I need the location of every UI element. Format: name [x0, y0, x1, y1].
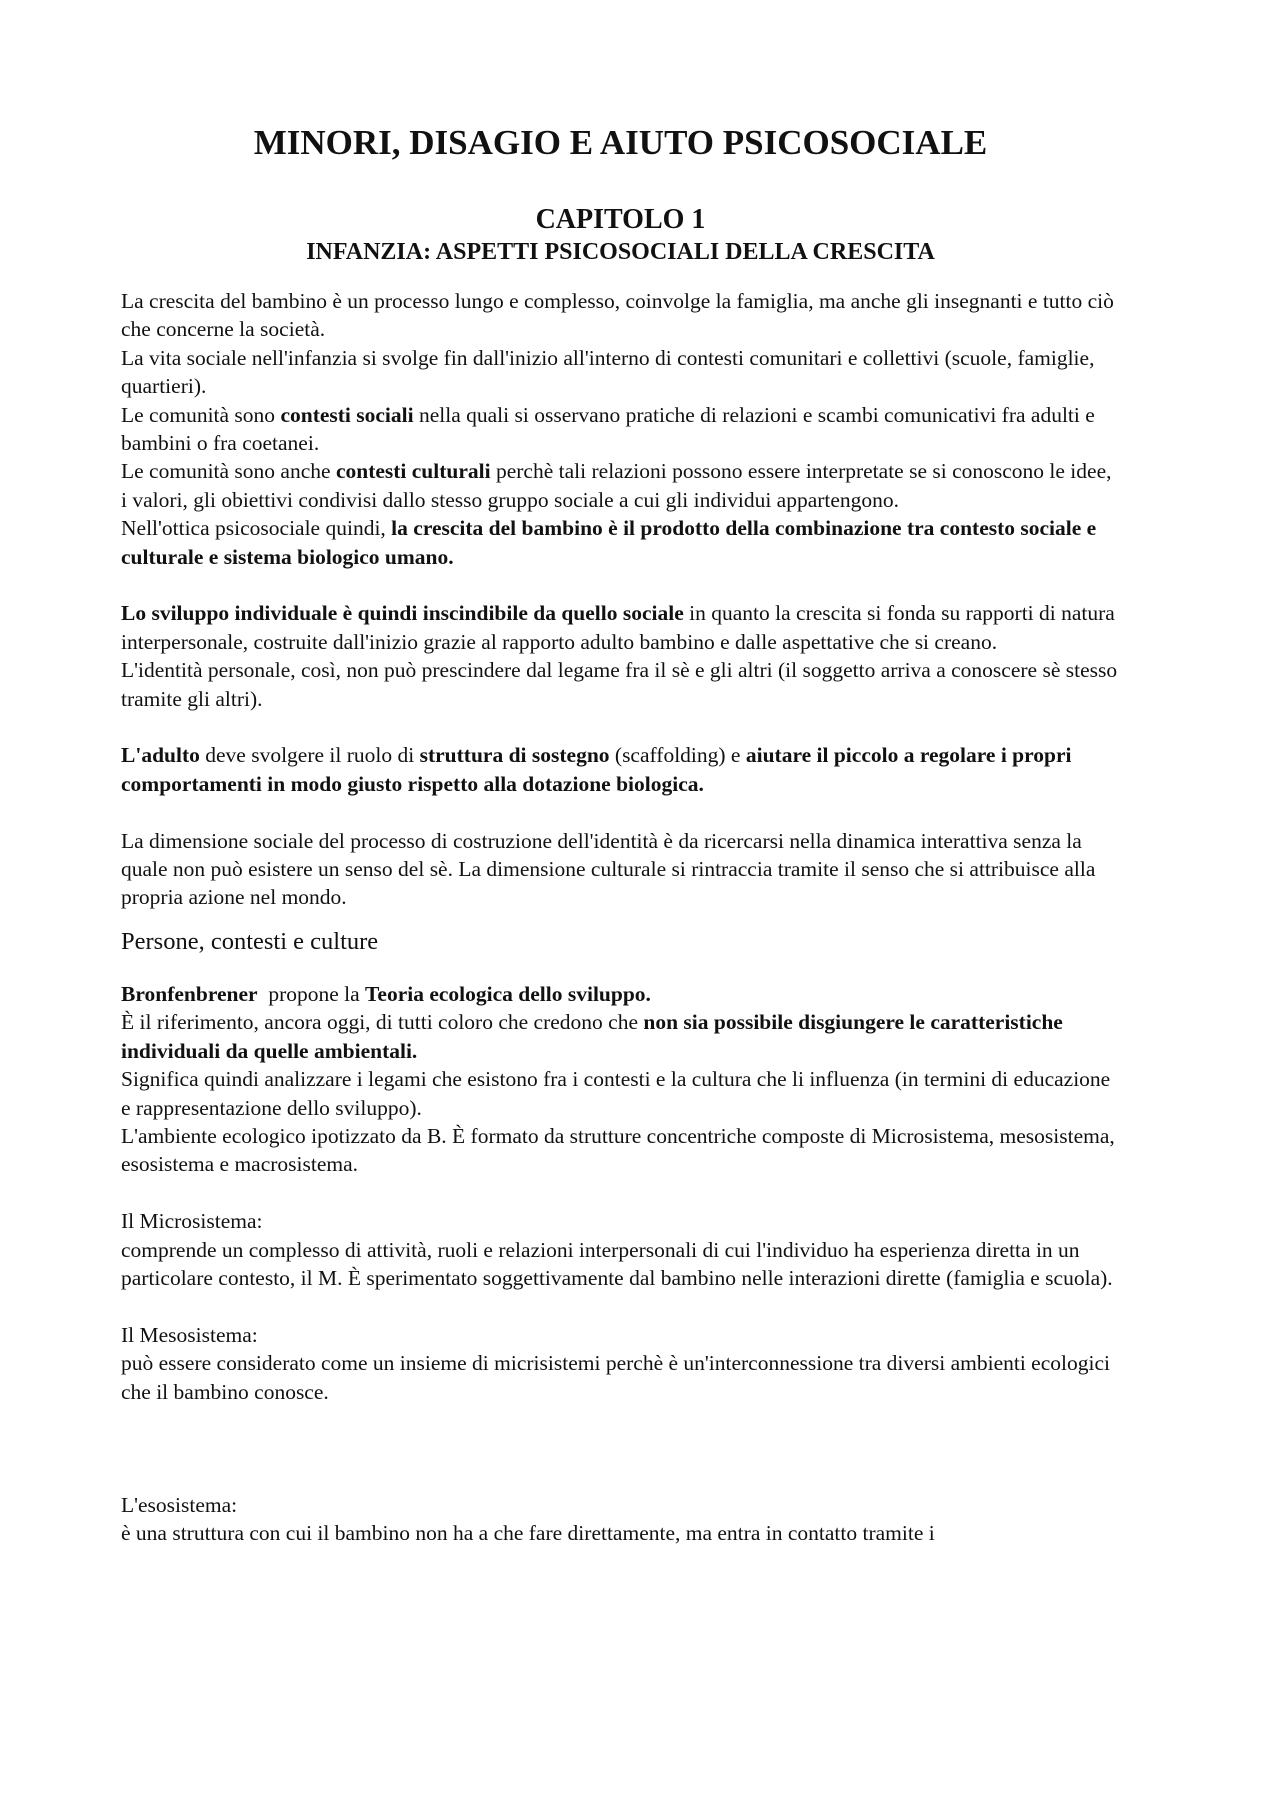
text-run: Nell'ottica psicosociale quindi, [121, 516, 392, 541]
spacer [121, 571, 1120, 599]
bold-term: struttura di sostegno [419, 743, 610, 768]
text-run: deve svolgere il ruolo di [199, 743, 420, 768]
paragraph [121, 741, 1120, 798]
text-run: È il riferimento, ancora oggi, di tutti coloro che credono che [121, 1010, 644, 1035]
spacer [121, 798, 1120, 826]
theory-name: Teoria ecologica dello sviluppo. [365, 981, 651, 1006]
bold-statement: la crescita del bambino è il prodotto della combinazione tra contesto sociale e culturale e sistema biologico umano. [121, 516, 1097, 569]
chapter-subtitle: INFANZIA: ASPETTI PSICOSOCIALI DELLA CRESCITA [306, 239, 935, 265]
author-name: Bronfenbrener [121, 981, 258, 1006]
text-run: in quanto la crescita si fonda su rapporti di natura interpersonale, costruite dall'inizio grazie al rapporto adulto bambino e dalle aspettative che si creano. [121, 601, 1115, 654]
paragraph: può essere considerato come un insieme di micrisistemi perchè è un'interconnessione tra diversi ambienti ecologici che il bambino conosce. [121, 1351, 1110, 1404]
subheading-esosistema: L'esosistema: [121, 1492, 238, 1517]
document-body [121, 287, 1120, 1548]
paragraph: è una struttura con cui il bambino non ha a che fare direttamente, ma entra in contatto tramite i [121, 1521, 935, 1546]
paragraph [121, 457, 1120, 514]
spacer [121, 1179, 1120, 1207]
paragraph: La dimensione sociale del processo di costruzione dell'identità è da ricercarsi nella dinamica interattiva senza la quale non può esistere un senso del sè. La dimensione culturale si rintraccia tramite il senso che si attribuisce alla propria azione nel mondo. [121, 828, 1096, 910]
paragraph: Significa quindi analizzare i legami che esistono fra i contesti e la cultura che li influenza (in termini di educazione e rappresentazione dello sviluppo). [121, 1067, 1111, 1120]
paragraph [121, 980, 1120, 1008]
bold-statement: Lo sviluppo individuale è quindi inscindibile da quello sociale [121, 601, 684, 626]
paragraph: La crescita del bambino è un processo lungo e complesso, coinvolge la famiglia, ma anche gli insegnanti e tutto ciò che concerne la società. [121, 289, 1114, 342]
bold-statement: aiutare il piccolo a regolare i propri comportamenti in modo giusto rispetto alla dotazione biologica. [121, 743, 1072, 796]
bold-statement: non sia possibile disgiungere le caratteristiche individuali da quelle ambientali. [121, 1010, 1063, 1063]
section-heading: Persone, contesti e culture [121, 927, 379, 955]
spacer [121, 1406, 1120, 1491]
paragraph [121, 599, 1120, 656]
bold-term: contesti culturali [335, 459, 491, 484]
subheading-microsistema: Il Microsistema: [121, 1209, 263, 1234]
paragraph: L'identità personale, così, non può prescindere dal legame fra il sè e gli altri (il soggetto arriva a conoscere sè stesso tramite gli altri). [121, 658, 1118, 711]
subheading-mesosistema: Il Mesosistema: [121, 1322, 258, 1347]
text-run: nella quali si osservano pratiche di relazioni e scambi comunicativi fra adulti e bambini o fra coetanei. [121, 402, 1095, 456]
text-run: propone la [257, 981, 366, 1006]
paragraph: L'ambiente ecologico ipotizzato da B. È formato da strutture concentriche composte di Microsistema, mesosistema, esosistema e macrosistema. [121, 1123, 1115, 1177]
chapter-heading: CAPITOLO 1 [535, 204, 706, 235]
paragraph [121, 1008, 1120, 1065]
text-run: perchè tali relazioni possono essere interpretate se si conoscono le idee, i valori, gli obiettivi condivisi dallo stesso gruppo sociale a cui gli individui appartengono. [121, 459, 1112, 512]
paragraph [121, 401, 1120, 458]
spacer [121, 713, 1120, 741]
text-run: Le comunità sono [121, 402, 281, 427]
spacer [121, 1292, 1120, 1320]
text-run: (scaffolding) e [609, 743, 746, 768]
paragraph: La vita sociale nell'infanzia si svolge fin dall'inizio all'interno di contesti comunitari e collettivi (scuole, famiglie, quartieri). [121, 345, 1095, 399]
bold-term: contesti sociali [280, 402, 414, 427]
paragraph: comprende un complesso di attività, ruoli e relazioni interpersonali di cui l'individuo ha esperienza diretta in un particolare contesto, il M. È sperimentato soggettivamente dal bambino nelle interazioni dirette (famiglia e scuola). [121, 1237, 1113, 1290]
text-run: Le comunità sono anche [121, 459, 336, 484]
bold-term: L'adulto [121, 743, 200, 768]
document-title: MINORI, DISAGIO E AIUTO PSICOSOCIALE [253, 123, 988, 162]
paragraph [121, 514, 1120, 571]
